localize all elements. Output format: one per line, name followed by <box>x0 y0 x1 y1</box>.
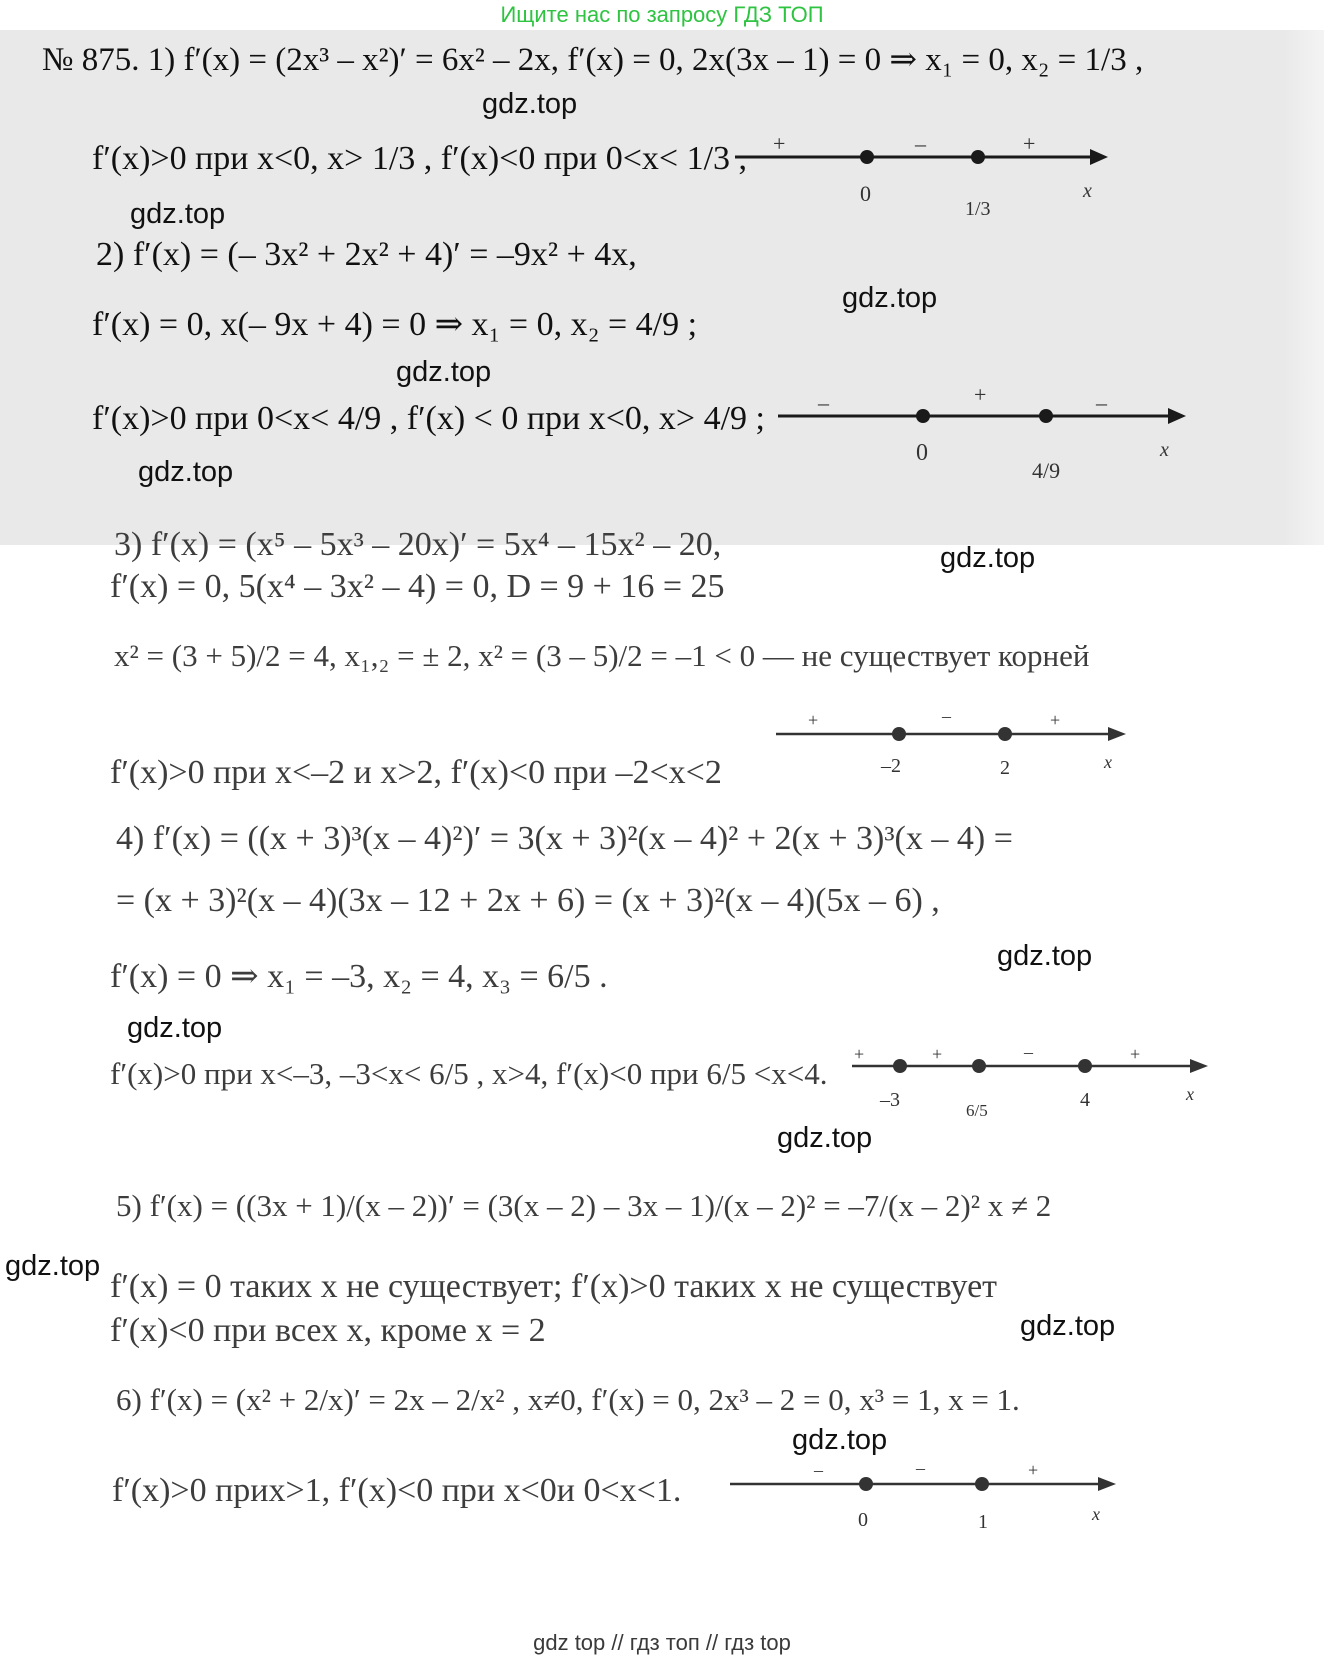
solution-line: f′(x)>0 приx>1, f′(x)<0 при x<0и 0<x<1. <box>112 1472 682 1509</box>
solution-line: 5) f′(x) = ((3x + 1)/(x – 2))′ = (3(x – 2) – 3x – 1)/(x – 2)² = –7/(x – 2)² x ≠ 2 <box>116 1188 1052 1223</box>
watermark-text: gdz.top <box>1020 1310 1116 1342</box>
axis-label: x <box>1104 752 1112 772</box>
solution-line: x² = (3 + 5)/2 = 4, x₁,₂ = ± 2, x² = (3 – 5)/2 = –1 < 0 — не существует корней <box>114 638 1090 673</box>
sign-number-line <box>735 131 1115 245</box>
point-label: 1 <box>978 1511 988 1533</box>
solution-line: f′(x) = 0 ⇒ x₁ = –3, x₂ = 4, x₃ = 6/5 . <box>110 958 608 995</box>
point-label: 0 <box>916 440 928 466</box>
point-label: 0 <box>858 1509 868 1531</box>
solution-line: f′(x) = 0 таких х не существует; f′(x)>0 таких х не существует <box>110 1268 998 1305</box>
sign-label: + <box>1023 131 1036 156</box>
sign-label: – <box>1024 1042 1033 1062</box>
watermark-text: gdz.top <box>940 542 1036 574</box>
point-label: –3 <box>880 1089 900 1111</box>
solution-line: 2) f′(x) = (– 3x² + 2x² + 4)′ = –9x² + 4x, <box>96 236 637 273</box>
sign-label: + <box>1130 1044 1141 1064</box>
solution-line: 4) f′(x) = ((x + 3)³(x – 4)²)′ = 3(x + 3)²(x – 4)² + 2(x + 3)³(x – 4) = <box>116 820 1013 857</box>
axis-label: x <box>1092 1504 1100 1524</box>
watermark-text: gdz.top <box>777 1122 873 1154</box>
watermark-text: gdz.top <box>842 282 938 314</box>
sign-label: + <box>854 1044 865 1064</box>
solution-line: № 875. 1) f′(x) = (2x³ – x²)′ = 6x² – 2x, f′(x) = 0, 2x(3x – 1) = 0 ⇒ x₁ = 0, x₂ = 1/3 , <box>42 42 1144 78</box>
sign-label: – <box>818 390 829 415</box>
sign-label: – <box>942 706 951 726</box>
point-label: 0 <box>860 181 871 206</box>
point-label: 4/9 <box>1032 458 1061 483</box>
sign-label: + <box>932 1044 943 1064</box>
solution-line: 3) f′(x) = (x⁵ – 5x³ – 20x)′ = 5x⁴ – 15x² – 20, <box>114 526 722 563</box>
sign-number-line <box>776 706 1156 787</box>
solution-line: f′(x)>0 при x<0, x> 1/3 , f′(x)<0 при 0<x< 1/3 , <box>92 140 748 177</box>
sign-label: + <box>773 131 786 156</box>
solution-line: f′(x) = 0, 5(x⁴ – 3x² – 4) = 0, D = 9 + 16 = 25 <box>110 568 725 605</box>
axis-label: x <box>1083 180 1092 202</box>
watermark-text: gdz.top <box>396 356 492 388</box>
point-label: –2 <box>881 755 901 777</box>
watermark-text: gdz.top <box>130 198 226 230</box>
sign-label: – <box>916 1458 925 1478</box>
solution-line: 6) f′(x) = (x² + 2/x)′ = 2x – 2/x² , x≠0, f′(x) = 0, 2x³ – 2 = 0, x³ = 1, x = 1. <box>116 1382 1020 1417</box>
watermark-text: gdz.top <box>5 1250 101 1282</box>
watermark-text: gdz.top <box>792 1424 888 1456</box>
solution-line: f′(x)>0 при x<–2 и x>2, f′(x)<0 при –2<x<2 <box>110 754 722 791</box>
search-banner: Ищите нас по запросу ГДЗ ТОП <box>500 2 824 27</box>
sign-number-line <box>778 382 1198 509</box>
point-label: 1/3 <box>965 198 991 220</box>
watermark-text: gdz.top <box>127 1012 223 1044</box>
sign-label: + <box>1028 1460 1039 1480</box>
point-label: 4 <box>1080 1089 1090 1111</box>
solution-line: f′(x)>0 при 0<x< 4/9 , f′(x) < 0 при x<0, x> 4/9 ; <box>92 400 765 437</box>
footer-watermark: gdz top // гдз топ // гдз top <box>533 1630 791 1655</box>
point-label: 6/5 <box>966 1101 988 1120</box>
axis-label: x <box>1160 439 1169 461</box>
sign-label: – <box>814 1460 823 1480</box>
watermark-text: gdz.top <box>482 88 578 120</box>
axis-label: x <box>1186 1084 1194 1104</box>
solution-line: f′(x)>0 при x<–3, –3<x< 6/5 , x>4, f′(x)<0 при 6/5 <x<4. <box>110 1056 828 1091</box>
sign-label: – <box>915 131 926 156</box>
sign-label: + <box>808 710 819 730</box>
solution-line: = (x + 3)²(x – 4)(3x – 12 + 2x + 6) = (x + 3)²(x – 4)(5x – 6) , <box>116 882 940 919</box>
point-label: 2 <box>1000 757 1010 779</box>
sign-number-line <box>730 1458 1120 1547</box>
watermark-text: gdz.top <box>138 456 234 488</box>
solution-line: f′(x) = 0, x(– 9x + 4) = 0 ⇒ x₁ = 0, x₂ = 4/9 ; <box>92 306 698 343</box>
sign-number-line <box>852 1044 1222 1149</box>
sign-label: + <box>1050 710 1061 730</box>
sign-label: – <box>1096 390 1107 415</box>
sign-label: + <box>974 382 987 407</box>
solution-line: f′(x)<0 при всех х, кроме х = 2 <box>110 1312 546 1349</box>
watermark-text: gdz.top <box>997 940 1093 972</box>
